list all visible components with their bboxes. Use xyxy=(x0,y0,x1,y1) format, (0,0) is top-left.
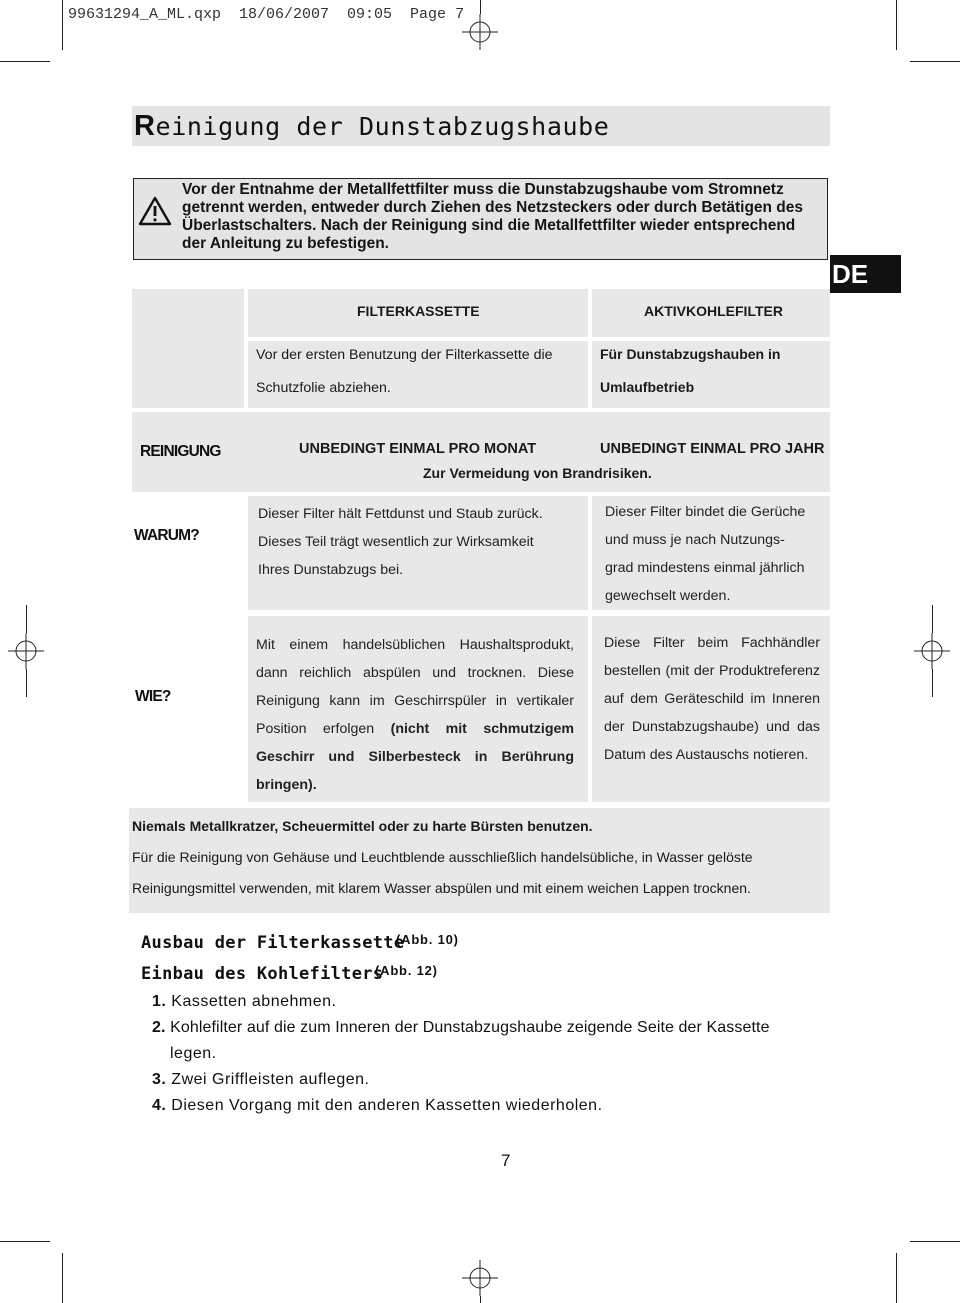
registration-mark-icon xyxy=(462,1260,498,1296)
cleaning-note-warning: Niemals Metallkratzer, Scheuermittel oder zu harte Bürsten benutzen. xyxy=(132,818,593,834)
crop-mark xyxy=(896,1253,897,1303)
wie-filterkassette-text: Mit einem handelsüblichen Haushaltsprodukt, dann reichlich abspülen und trocknen. Diese Reinigung kann im Geschirrspüler in vertikaler Position erfolgen xyxy=(256,637,574,737)
wie-filterkassette xyxy=(256,631,574,799)
title-rest: einigung der Dunstabzugshaube xyxy=(155,112,610,141)
crop-mark xyxy=(26,605,27,633)
filterkassette-subtext-line1: Vor der ersten Benutzung der Filterkassette die xyxy=(256,347,553,363)
aktivkohle-subtext-line1: Für Dunstabzugshauben in xyxy=(600,346,781,362)
heading-einbau: Einbau des Kohlefilters xyxy=(141,964,384,984)
page-number: 7 xyxy=(501,1151,511,1170)
language-tab: DE xyxy=(830,255,901,293)
instruction-step xyxy=(170,1045,217,1063)
crop-mark xyxy=(26,669,27,697)
warum-aktivkohlefilter xyxy=(605,498,820,610)
row-label-wie: WIE? xyxy=(135,688,171,705)
text-line: gewechselt werden. xyxy=(605,588,731,604)
aktivkohle-subtext-line2: Umlaufbetrieb xyxy=(600,379,695,395)
crop-mark xyxy=(62,1253,63,1303)
step-number: 1. xyxy=(152,993,167,1010)
step-text: Kohlefilter auf die zum Inneren der Dunstabzugshaube zeigende Seite der Kassette xyxy=(170,1019,770,1036)
instruction-step xyxy=(152,1071,369,1089)
reinigung-aktivkohlefilter: UNBEDINGT EINMAL PRO JAHR xyxy=(600,441,825,457)
step-number: 2. xyxy=(152,1019,166,1036)
instruction-step xyxy=(152,1019,770,1037)
reinigung-note: Zur Vermeidung von Brandrisiken. xyxy=(423,465,652,481)
step-text: Zwei Griffleisten auflegen. xyxy=(171,1071,370,1088)
row-label-warum: WARUM? xyxy=(134,527,199,544)
cleaning-note-line2: Reinigungsmittel verwenden, mit klarem Wasser abspülen und mit einem weichen Lappen trocknen. xyxy=(132,880,751,896)
step-text: Kassetten abnehmen. xyxy=(171,993,337,1010)
figure-reference: (Abb. 12) xyxy=(375,963,438,978)
heading-ausbau: Ausbau der Filterkassette xyxy=(141,933,405,953)
step-text: legen. xyxy=(170,1045,217,1062)
crop-mark xyxy=(480,0,481,14)
crop-mark xyxy=(910,61,960,62)
crop-mark xyxy=(932,605,933,633)
instruction-step xyxy=(152,993,336,1011)
registration-mark-icon xyxy=(914,633,950,669)
column-header-filterkassette: FILTERKASSETTE xyxy=(357,303,480,319)
title-initial: R xyxy=(134,110,156,142)
column-header-aktivkohlefilter: AKTIVKOHLEFILTER xyxy=(644,303,783,319)
crop-mark xyxy=(932,669,933,697)
crop-mark xyxy=(62,0,63,50)
filterkassette-subtext-line2: Schutzfolie abziehen. xyxy=(256,380,391,396)
instruction-step xyxy=(152,1097,603,1115)
crop-mark xyxy=(0,61,50,62)
step-number: 3. xyxy=(152,1071,167,1088)
crop-mark xyxy=(480,1296,481,1303)
registration-mark-icon xyxy=(8,633,44,669)
print-slug: 99631294_A_ML.qxp 18/06/2007 09:05 Page 7 xyxy=(68,6,465,23)
text-line: Dieser Filter hält Fettdunst und Staub zurück. xyxy=(258,506,543,522)
wie-aktivkohlefilter: Diese Filter beim Fachhändler bestellen (mit der Produktreferenz auf dem Geräteschild im Inneren der Dunstabzugshaube) und das Datum des Austauschs notieren. xyxy=(604,635,820,763)
row-label-reinigung: REINIGUNG xyxy=(140,443,221,460)
text-line: Dieser Filter bindet die Gerüche xyxy=(605,504,806,520)
crop-mark xyxy=(896,0,897,50)
step-text: Diesen Vorgang mit den anderen Kassetten wiederholen. xyxy=(171,1097,603,1114)
text-line: und muss je nach Nutzungs- xyxy=(605,532,785,548)
reinigung-filterkassette: UNBEDINGT EINMAL PRO MONAT xyxy=(299,441,537,457)
text-line: Dieses Teil trägt wesentlich zur Wirksamkeit xyxy=(258,534,534,550)
registration-mark-icon xyxy=(462,14,498,50)
warum-filterkassette xyxy=(258,500,573,584)
warning-triangle-icon xyxy=(138,196,172,226)
crop-mark xyxy=(0,1241,50,1242)
table-cell xyxy=(132,289,244,408)
page-title xyxy=(134,110,609,143)
crop-mark xyxy=(910,1241,960,1242)
figure-reference: (Abb. 10) xyxy=(396,932,459,947)
cleaning-note-line1: Für die Reinigung von Gehäuse und Leuchtblende ausschließlich handelsübliche, in Wasser gelöste xyxy=(132,849,753,865)
warning-text: Vor der Entnahme der Metallfettfilter muss die Dunstabzugshaube vom Stromnetz getrennt werden, entweder durch Ziehen des Netzsteckers oder durch Betätigen des Überlastschalters. Nach der Reinigung sind die Metallfettfilter wieder entsprechend der Anleitung zu befestigen. xyxy=(182,181,804,252)
text-line: grad mindestens einmal jährlich xyxy=(605,560,805,576)
wie-filterkassette-bold: (nicht mit schmutzigem Geschirr und Silberbesteck in Berührung bringen). xyxy=(256,721,574,793)
text-line: Ihres Dunstabzugs bei. xyxy=(258,562,404,578)
step-number: 4. xyxy=(152,1097,167,1114)
